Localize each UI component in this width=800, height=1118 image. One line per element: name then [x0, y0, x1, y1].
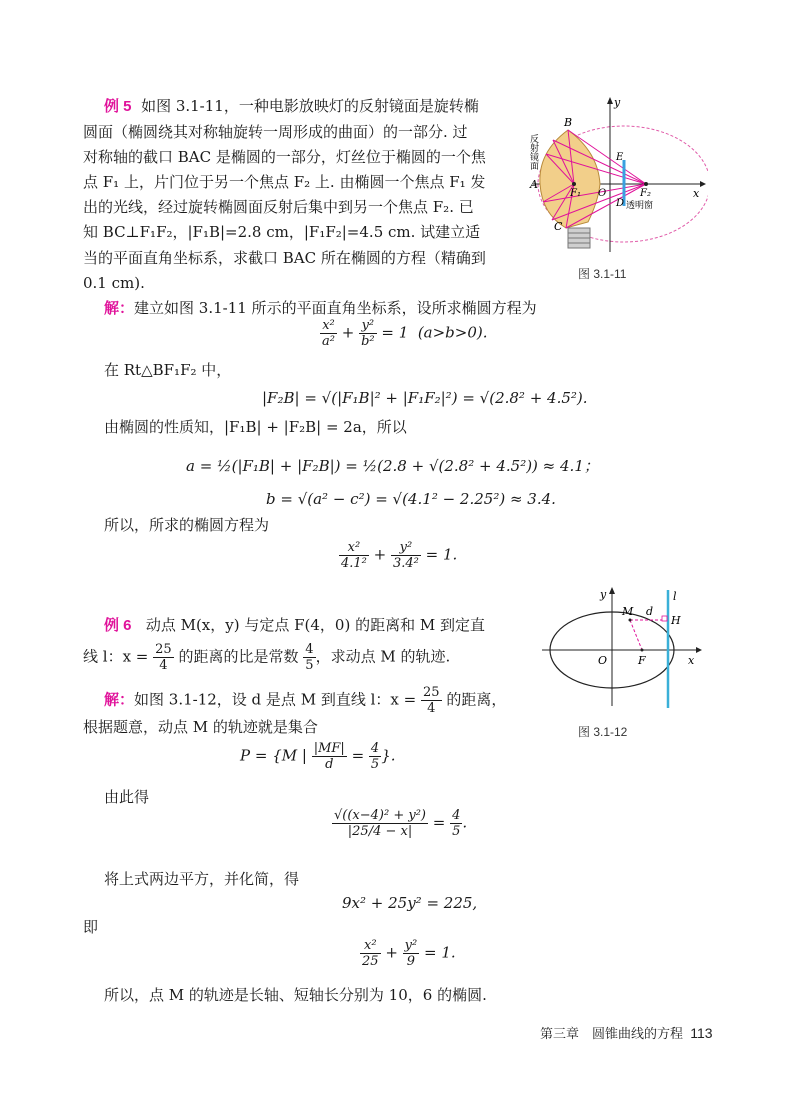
b-equation: b = √(a² − c²) = √(4.1² − 2.25²) ≈ 3.4. [266, 490, 556, 508]
fig2-y-label: y [600, 588, 607, 601]
solution-5-line-1 [104, 299, 537, 317]
footer-page-number: 113 [690, 1025, 713, 1041]
ellipse-result-equation: $\frac{\text{x²}}{\text{4.1²}}$ + $\frac{\text{y²}}{\text{3.4²}}$ = 1. [341, 540, 458, 571]
example-5-text-1: 如图 3.1-11，一种电影放映灯的反射镜面是旋转椭 [141, 97, 479, 115]
fig1-F2-label: F₂ [640, 188, 651, 199]
figure-3-1-12 [538, 584, 708, 714]
fig2-x-arrow [696, 647, 702, 653]
right-angle-mark [662, 616, 667, 621]
fig1-A-label: A [530, 178, 538, 191]
fig2-d-label: d [646, 605, 654, 618]
example-6-label: 例 6 [104, 617, 132, 634]
a-equation: a = ½(|F₁B| + |F₂B|) = ½(2.8 + √(2.8² + 4.5²)) ≈ 4.1； [186, 457, 599, 475]
solution-6-from: 由此得 [104, 788, 150, 806]
fig1-x-label: x [693, 187, 700, 200]
ellipse-condition: (a>b>0). [417, 323, 488, 342]
x-axis-arrow [700, 181, 706, 187]
ellipse-general-equation: $\frac{\text{x²}}{\text{a²}}$ + $\frac{\text{y²}}{\text{b²}}$ = 1 (a>b>0). [322, 318, 488, 349]
fig1-C-label: C [554, 220, 563, 233]
focus-f2 [644, 182, 648, 186]
fig2-M-label: M [622, 605, 634, 618]
example-5-line-2: 圆面（椭圆绕其对称轴旋转一周形成的曲面）的一部分. 过 [83, 123, 468, 141]
figure-3-1-11 [528, 92, 708, 260]
page-footer [540, 1023, 713, 1042]
y-axis-arrow [607, 97, 613, 104]
solution-6-text-1b: 的距离， [446, 690, 507, 709]
footer-chapter: 第三章 圆锥曲线的方程 [540, 1026, 684, 1041]
example-5-line-3: 对称轴的截口 BAC 是椭圆的一部分，灯丝位于椭圆的一个焦 [83, 148, 486, 166]
figure-3-1-12-caption: 图 3.1-12 [578, 725, 628, 739]
example-6-text-2b: 的距离的比是常数 [178, 647, 299, 666]
example-6-line-2: 线 l：x = $\frac{25}{4}$ 的距离的比是常数 $\frac{4}{5}$ ，求动点 M 的轨迹. [83, 642, 451, 673]
solution-5-text-1: 建立如图 3.1-11 所示的平面直角坐标系，设所求椭圆方程为 [134, 299, 537, 317]
f2b-equation: |F₂B| = √(|F₁B|² + |F₁F₂|²) = √(2.8² + 4.5²). [262, 389, 588, 407]
fig1-O-label: O [598, 188, 607, 199]
example-6-line-1 [104, 616, 485, 635]
solution-6-ji: 即 [83, 918, 99, 936]
fig1-E-label: E [616, 152, 624, 163]
fig2-F-label: F [638, 654, 646, 667]
fig1-B-label: B [564, 116, 573, 129]
solution-6-label: 解： [104, 690, 135, 709]
ratio-equation: $\frac{\text{√((x−4)² + y²)}}{|25/4 - x|}$ = $\frac{4}{5}$ . [334, 808, 468, 839]
fig2-O-label: O [598, 654, 608, 667]
final-ellipse-equation: $\frac{\text{x²}}{25}$ + $\frac{\text{y²}}{9}$ = 1. [362, 938, 456, 969]
example-5-label: 例 5 [104, 98, 132, 115]
fig2-l-label: l [673, 590, 677, 603]
solution-6-conclusion: 所以，点 M 的轨迹是长轴、短轴长分别为 10，6 的椭圆. [104, 986, 487, 1004]
point-m [629, 619, 632, 622]
solution-6-text-1a: 如图 3.1-12，设 d 是点 M 到直线 l：x = [134, 690, 417, 709]
example-5-line-6: 知 BC⊥F₁F₂，|F₁B|=2.8 cm，|F₁F₂|=4.5 cm. 试建立适 [83, 223, 481, 241]
point-f [641, 649, 644, 652]
solution-5-so: 所以，所求的椭圆方程为 [104, 516, 270, 534]
example-6-text-2c: ，求动点 M 的轨迹. [315, 647, 451, 666]
solution-6-line-2: 根据题意，动点 M 的轨迹就是集合 [83, 718, 318, 736]
solution-6-square: 将上式两边平方，并化简，得 [104, 870, 300, 888]
set-p-equation: P = {M | $\frac{|MF|}{d}$ = $\frac{4}{5}$ }. [240, 741, 396, 772]
fig2-x-label: x [688, 654, 695, 667]
example-5-line-5: 出的光线，经过旋转椭圆面反射后集中到另一个焦点 F₂. 已 [83, 198, 474, 216]
fig1-window-label: 透明窗 [626, 201, 654, 211]
focus-f1 [572, 182, 576, 186]
fig1-mirror-label: 反射镜面 [528, 134, 538, 170]
distance-mf [630, 620, 642, 650]
solution-6-line-1: 解：如图 3.1-12，设 d 是点 M 到直线 l：x = $\frac{25}{4}$ 的距离， [104, 685, 507, 716]
example-5-line-4: 点 F₁ 上，片门位于另一个焦点 F₂ 上. 由椭圆一个焦点 F₁ 发 [83, 173, 486, 191]
solution-5-property: 由椭圆的性质知，|F₁B| + |F₂B| = 2a，所以 [104, 418, 407, 436]
fig2-y-arrow [609, 587, 615, 594]
fig1-y-label: y [614, 96, 621, 109]
solution-5-label: 解： [104, 299, 135, 317]
fig1-F1-label: F₁ [570, 188, 581, 199]
fig2-H-label: H [671, 614, 681, 627]
solution-5-rt: 在 Rt△BF₁F₂ 中， [104, 361, 232, 379]
fig1-D-label: D [616, 198, 625, 209]
example-5-line-1 [104, 97, 479, 116]
example-5-line-8: 0.1 cm). [83, 274, 145, 292]
example-5-line-7: 当的平面直角坐标系，求截口 BAC 所在椭圆的方程（精确到 [83, 249, 486, 267]
example-6-text-2a: 线 l：x = [83, 647, 149, 666]
example-6-text-1: 动点 M(x，y) 与定点 F(4，0) 的距离和 M 到定直 [145, 616, 485, 634]
figure-3-1-11-caption: 图 3.1-11 [578, 267, 627, 281]
simplified-equation: 9x² + 25y² = 225, [342, 894, 478, 912]
